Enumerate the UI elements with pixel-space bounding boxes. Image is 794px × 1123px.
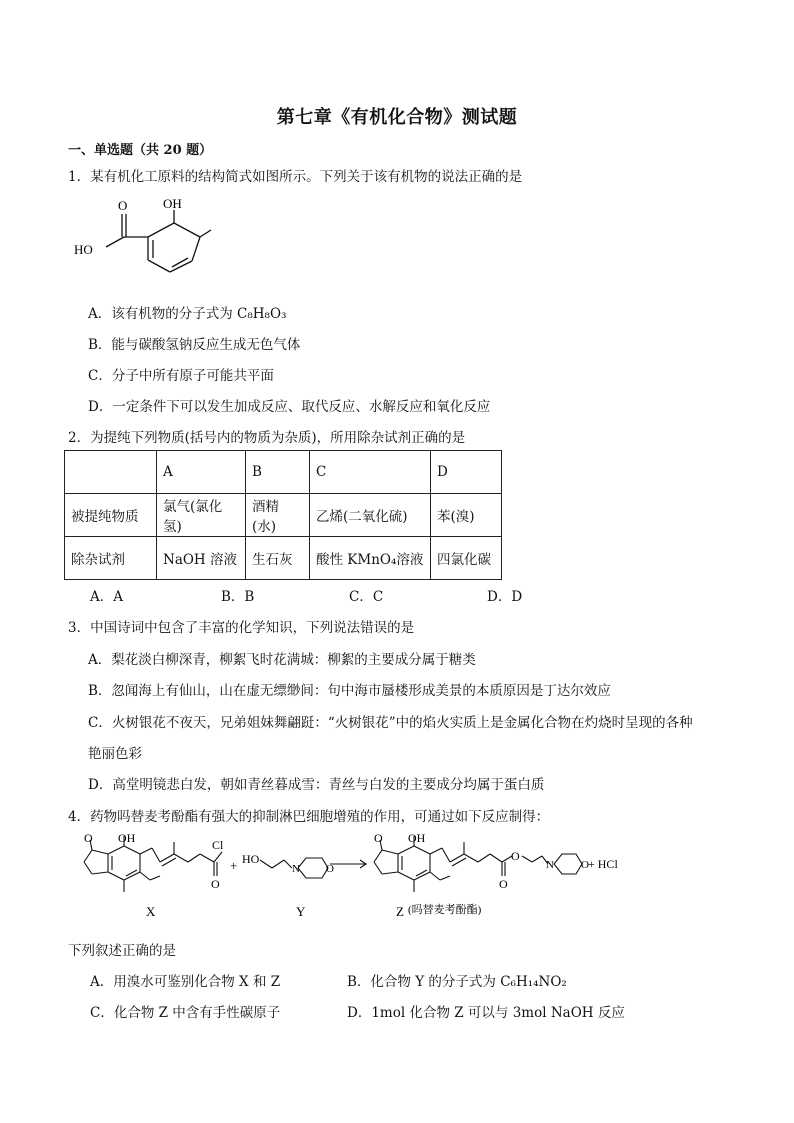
x-o2-label: O	[211, 877, 220, 891]
y-n-label: N	[292, 863, 300, 875]
table-cell	[65, 451, 157, 494]
q1-option-b: B．能与碳酸氢钠反应生成无色气体	[88, 337, 301, 353]
table-cell: 被提纯物质	[65, 494, 157, 537]
x-oh-label: OH	[118, 831, 136, 845]
table-row	[65, 494, 502, 537]
z-name-label: (吗替麦考酚酯)	[408, 904, 482, 916]
table-cell: 乙烯(二氧化硫)	[310, 494, 431, 537]
table-cell: 四氯化碳	[431, 537, 502, 580]
question-3-stem: 3．中国诗词中包含了丰富的化学知识，下列说法错误的是	[68, 620, 415, 636]
q3-option-c: C．火树银花不夜天，兄弟姐妹舞翩跹：“火树银花”中的焰火实质上是金属化合物在灼烧时呈现的各种	[88, 715, 693, 731]
table-cell: 苯(溴)	[431, 494, 502, 537]
q1-option-a: A．该有机物的分子式为 C₈H₈O₃	[88, 306, 287, 322]
x-label: X	[146, 904, 156, 919]
table-cell: NaOH 溶液	[157, 537, 246, 580]
table-row	[65, 537, 502, 580]
q2-option-b: B．B	[221, 589, 255, 605]
q4-option-a: A．用溴水可鉴别化合物 X 和 Z	[90, 974, 281, 990]
y-ho-label: HO	[242, 852, 260, 866]
table-cell: B	[246, 451, 310, 494]
z-o-label: O	[374, 831, 383, 845]
y-o-label: O	[326, 863, 334, 875]
table-cell: D	[431, 451, 502, 494]
q1-option-d: D．一定条件下可以发生加成反应、取代反应、水解反应和氧化反应	[88, 399, 491, 415]
table-cell: C	[310, 451, 431, 494]
z-o2-label: O	[499, 877, 508, 891]
question-4-stem: 4．药物吗替麦考酚酯有强大的抑制淋巴细胞增殖的作用，可通过如下反应制得：	[68, 809, 550, 825]
z-label: Z	[396, 904, 404, 919]
question-2-stem: 2．为提纯下列物质(括号内的物质为杂质)，所用除杂试剂正确的是	[68, 430, 466, 446]
q4-option-d: D．1mol 化合物 Z 可以与 3mol NaOH 反应	[347, 1005, 625, 1021]
table-cell: 酸性 KMnO₄溶液	[310, 537, 431, 580]
z-o4-label: O	[581, 859, 589, 871]
q4-prompt: 下列叙述正确的是	[68, 943, 176, 959]
z-oh-label: OH	[408, 831, 426, 845]
q3-option-a: A．梨花淡白柳深青，柳絮飞时花满城：柳絮的主要成分属于糖类	[88, 652, 476, 668]
table-cell: 酒精(水)	[246, 494, 310, 537]
table-cell: 除杂试剂	[65, 537, 157, 580]
y-label: Y	[296, 904, 306, 919]
q4-option-c: C．化合物 Z 中含有手性碳原子	[90, 1005, 281, 1021]
x-cl-label: Cl	[212, 838, 224, 852]
q3-option-b: B．忽闻海上有仙山，山在虚无缥缈间：句中海市蜃楼形成美景的本质原因是丁达尔效应	[88, 683, 611, 699]
x-o-label: O	[84, 831, 93, 845]
page-title: 第七章《有机化合物》测试题	[276, 107, 518, 128]
q1-structure-diagram	[70, 192, 220, 292]
q1-option-c: C．分子中所有原子可能共平面	[88, 368, 274, 384]
hcl-label: + HCl	[588, 857, 618, 871]
table-cell: 氯气(氯化氢)	[157, 494, 246, 537]
table-cell: A	[157, 451, 246, 494]
table-cell: 生石灰	[246, 537, 310, 580]
q4-option-b: B．化合物 Y 的分子式为 C₆H₁₄NO₂	[347, 974, 567, 990]
q2-option-d: D．D	[487, 589, 523, 605]
q1-oxygen-label: O	[118, 198, 128, 213]
q2-option-a: A．A	[90, 589, 123, 605]
q1-carboxyl-label: HO	[74, 242, 93, 257]
table-header-row	[65, 451, 502, 494]
section-heading: 一、单选题（共 20 题）	[68, 143, 213, 158]
q1-hydroxyl-label: OH	[163, 196, 182, 211]
q3-option-c-continued: 艳丽色彩	[88, 746, 142, 762]
q4-reaction-scheme	[70, 831, 618, 922]
q2-table	[64, 450, 502, 580]
z-n-label: N	[546, 859, 554, 871]
question-1-stem: 1．某有机化工原料的结构简式如图所示。下列关于该有机物的说法正确的是	[68, 169, 523, 185]
plus-sign: +	[230, 858, 238, 873]
q2-option-c: C．C	[349, 589, 384, 605]
z-o3-label: O	[511, 849, 520, 863]
q3-option-d: D．高堂明镜悲白发，朝如青丝暮成雪：青丝与白发的主要成分均属于蛋白质	[88, 777, 545, 793]
